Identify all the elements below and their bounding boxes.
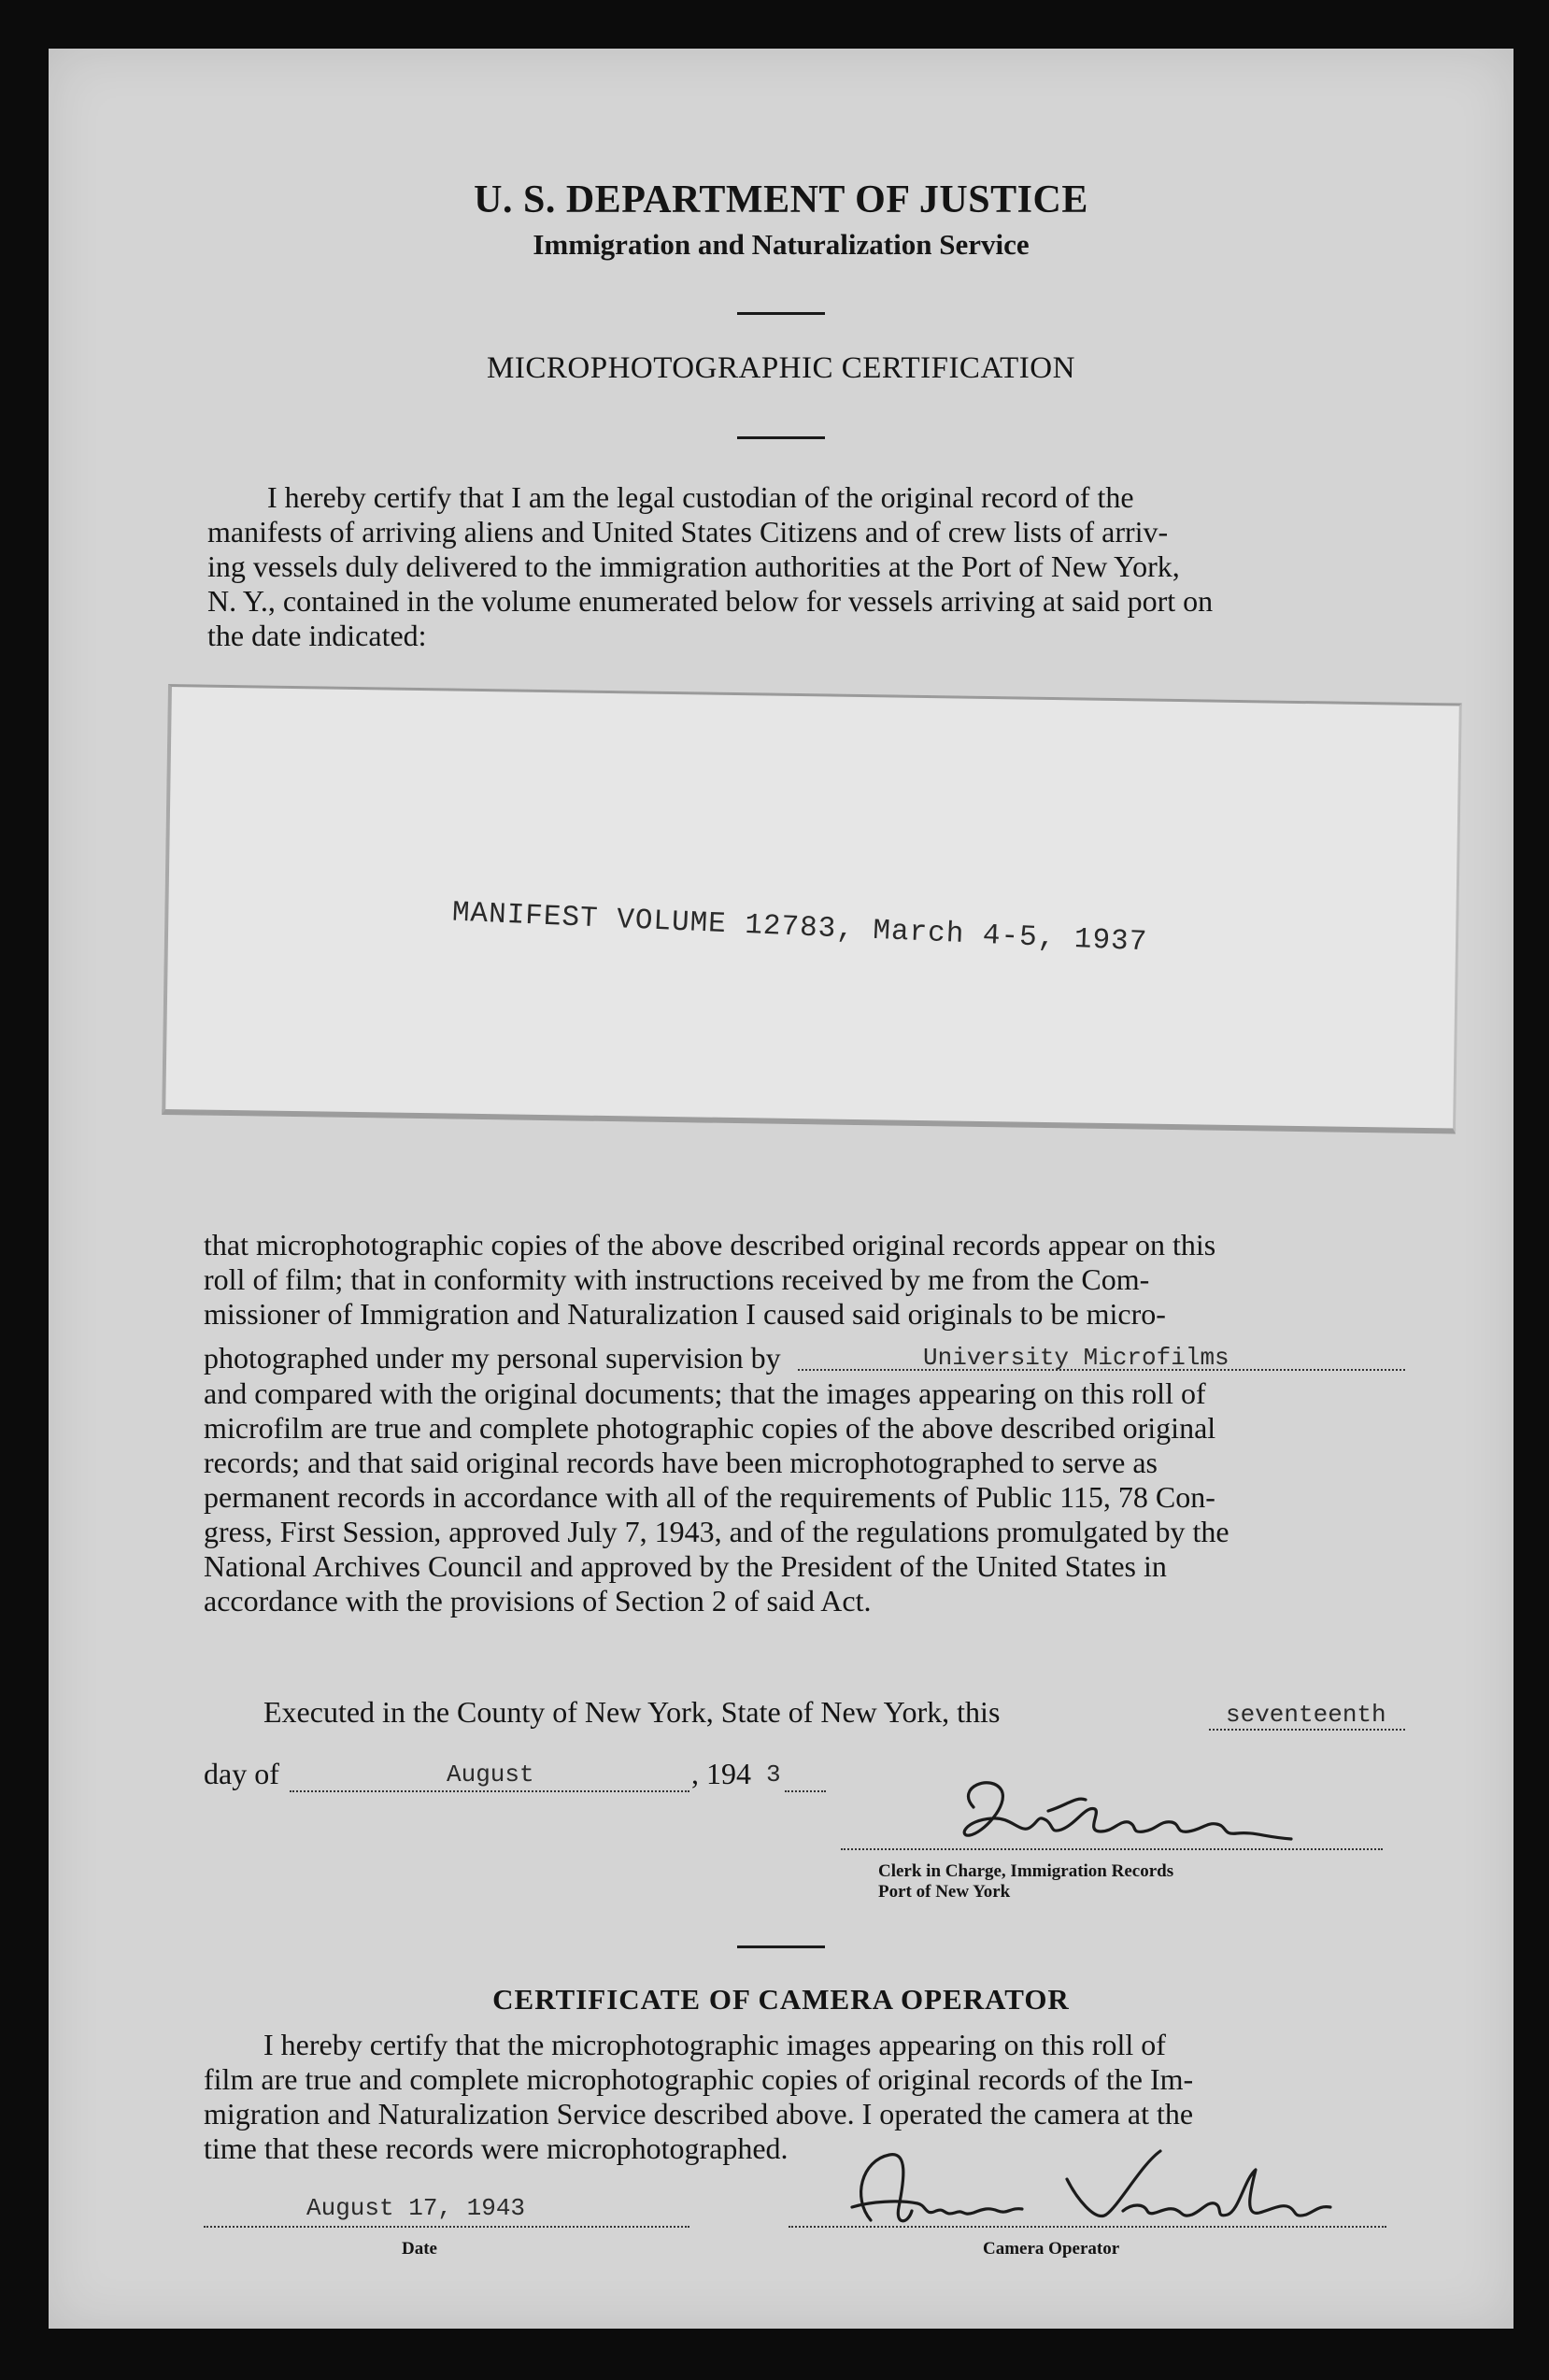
volume-slip-text: MANIFEST VOLUME 12783, March 4-5, 1937	[451, 896, 1148, 960]
paragraph-line: and compared with the original documents; that the images appearing on this roll of	[204, 1376, 1206, 1410]
paragraph-line: ing vessels duly delivered to the immigration authorities at the Port of New York,	[207, 549, 1180, 583]
operator-date-label: Date	[402, 2239, 437, 2259]
operator-signature-line	[789, 2226, 1386, 2228]
divider-rule	[737, 1945, 825, 1948]
paragraph-line: National Archives Council and approved by the President of the United States in	[204, 1549, 1167, 1583]
day-value: seventeenth	[1226, 1701, 1386, 1729]
clerk-title-line: Clerk in Charge, Immigration Records	[878, 1861, 1174, 1881]
paragraph-line: roll of film; that in conformity with instructions received by me from the Com-	[204, 1262, 1150, 1296]
paragraph-line: the date indicated:	[207, 619, 427, 652]
clerk-title	[878, 1861, 1173, 1903]
year-suffix: 3	[766, 1760, 781, 1789]
clerk-signature-line	[841, 1848, 1383, 1850]
paragraph-line: missioner of Immigration and Naturalization I caused said originals to be micro-	[204, 1297, 1166, 1331]
paragraph-line: records; and that said original records have been microphotographed to serve as	[204, 1446, 1158, 1479]
paragraph-line: film are true and complete microphotographic copies of original records of the Im-	[204, 2062, 1194, 2096]
month-fill-line	[290, 1790, 689, 1792]
execution-prefix: Executed in the County of New York, State of New York, this	[263, 1695, 1001, 1729]
paragraph-line: accordance with the provisions of Section 2 of said Act.	[204, 1584, 872, 1618]
clerk-title-line: Port of New York	[878, 1882, 1011, 1902]
paragraph-line: manifests of arriving aliens and United States Citizens and of crew lists of arriv-	[207, 515, 1169, 549]
paragraph-line: microfilm are true and complete photographic copies of the above described original	[204, 1411, 1216, 1445]
day-of-label: day of	[204, 1757, 279, 1790]
divider-rule	[737, 436, 825, 439]
agency-subtitle: Immigration and Naturalization Service	[533, 228, 1030, 261]
paragraph-line: that microphotographic copies of the above described original records appear on this	[204, 1228, 1216, 1261]
paragraph-line: I hereby certify that I am the legal custodian of the original record of the	[267, 480, 1134, 514]
year-prefix: , 194	[691, 1757, 751, 1790]
execution-line	[263, 1695, 1413, 1738]
date-line	[204, 1757, 876, 1800]
intro-paragraph	[207, 480, 1401, 653]
day-fill-line	[1209, 1729, 1405, 1731]
paragraph-line: permanent records in accordance with all of the requirements of Public 115, 78 Con-	[204, 1480, 1215, 1514]
operator-signature-image	[815, 2142, 1338, 2235]
paragraph-line: I hereby certify that the microphotographic images appearing on this roll of	[263, 2028, 1166, 2061]
paragraph-line: gress, First Session, approved July 7, 1943, and of the regulations promulgated by the	[204, 1515, 1229, 1548]
volume-slip	[162, 684, 1462, 1133]
divider-rule	[737, 312, 825, 315]
document-page	[49, 49, 1513, 2329]
year-fill-line	[785, 1790, 826, 1792]
supervision-prefix: photographed under my personal supervision by	[204, 1341, 781, 1375]
clerk-signature-image	[936, 1768, 1329, 1861]
paragraph-line: time that these records were microphotographed.	[204, 2131, 789, 2165]
operator-label: Camera Operator	[983, 2239, 1120, 2259]
paragraph-line: migration and Naturalization Service described above. I operated the camera at the	[204, 2097, 1194, 2131]
camera-operator-heading: CERTIFICATE OF CAMERA OPERATOR	[492, 1983, 1070, 2016]
paragraph-line: N. Y., contained in the volume enumerated below for vessels arriving at said port on	[207, 584, 1214, 618]
department-title: U. S. DEPARTMENT OF JUSTICE	[474, 178, 1088, 221]
operator-date-line	[204, 2226, 689, 2228]
operator-date-value: August 17, 1943	[306, 2194, 526, 2222]
supervision-line	[204, 1335, 1405, 1376]
body-paragraph	[204, 1228, 1405, 1618]
certification-title: MICROPHOTOGRAPHIC CERTIFICATION	[487, 351, 1075, 385]
supervisor-value: University Microfilms	[923, 1344, 1229, 1372]
month-value: August	[447, 1760, 534, 1789]
